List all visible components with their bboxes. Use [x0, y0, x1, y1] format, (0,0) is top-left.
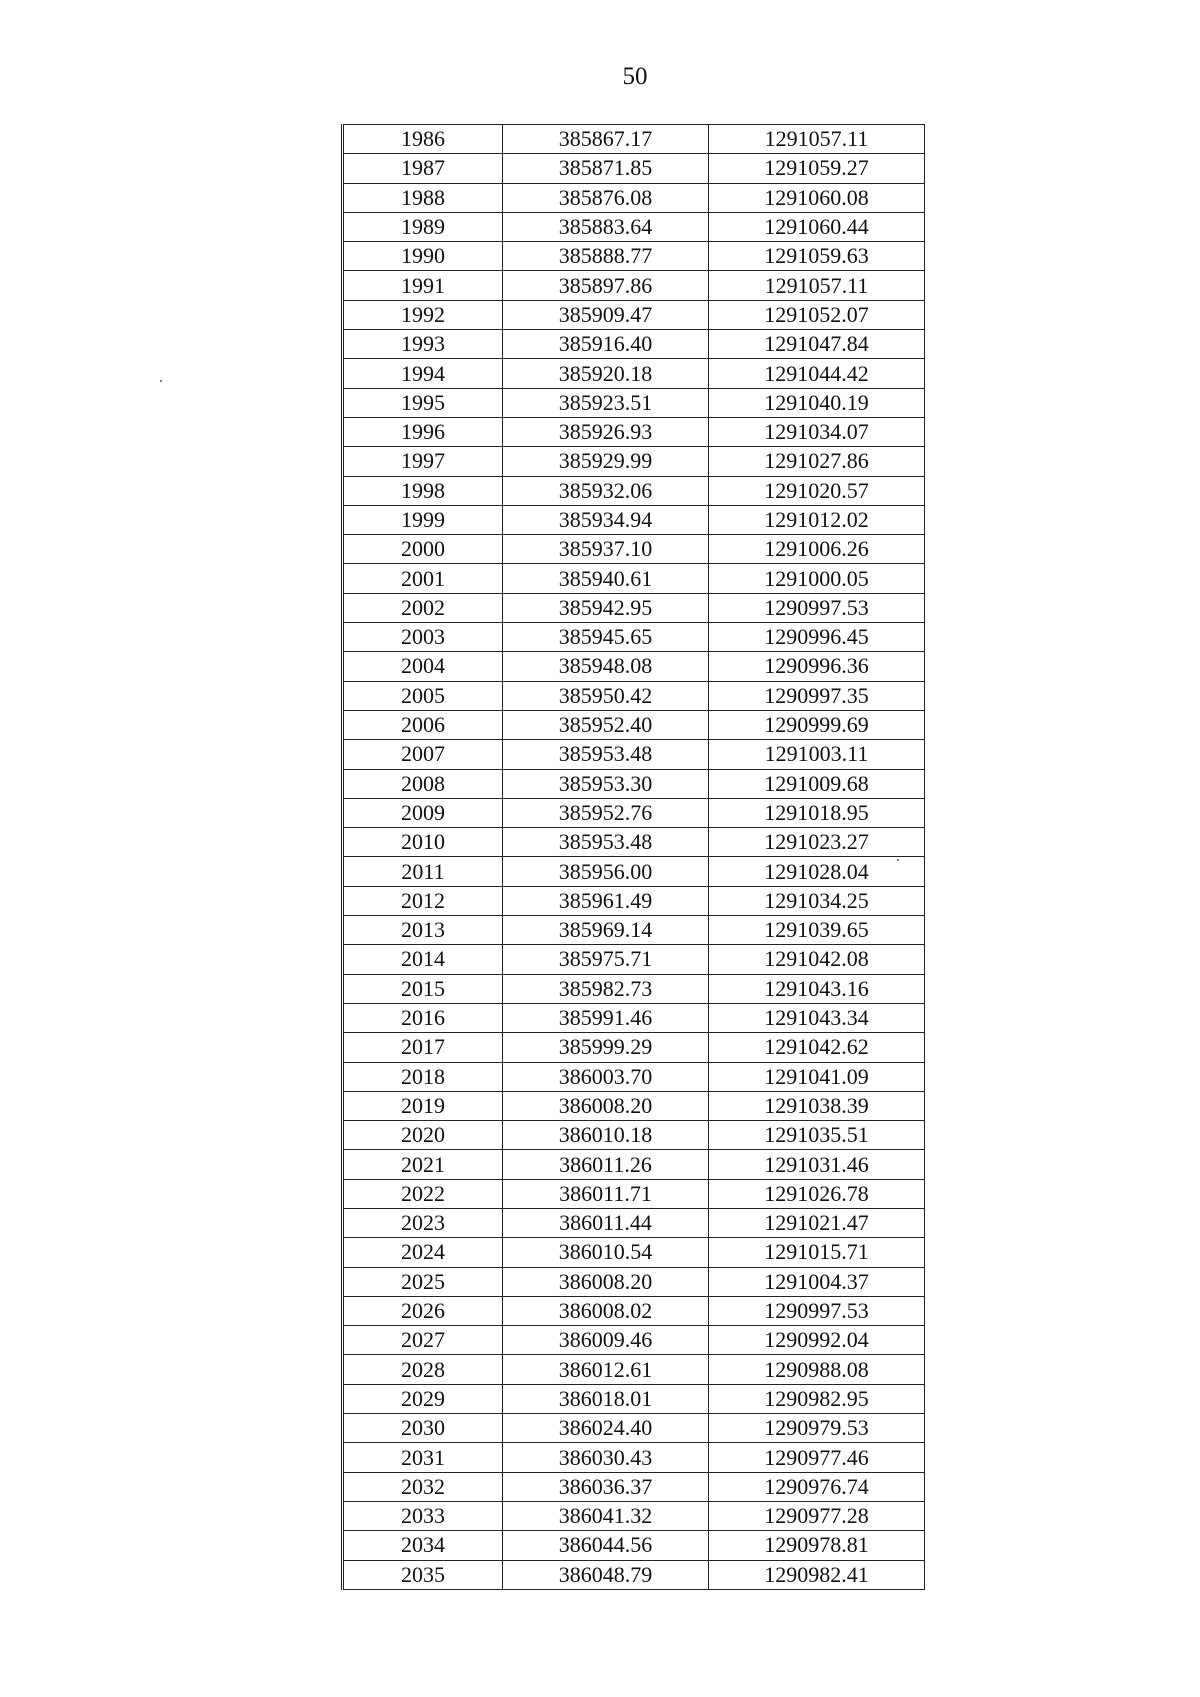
y-coordinate-cell: 1291059.27 — [709, 154, 925, 183]
y-coordinate-cell: 1291021.47 — [709, 1208, 925, 1237]
point-number-cell: 2001 — [343, 564, 503, 593]
point-number-cell: 1986 — [343, 125, 503, 154]
table-row — [343, 1355, 925, 1384]
point-number-cell: 2032 — [343, 1472, 503, 1501]
point-number-cell: 2008 — [343, 769, 503, 798]
x-coordinate-cell: 385942.95 — [503, 593, 709, 622]
table-row — [343, 1414, 925, 1443]
point-number-cell: 2015 — [343, 974, 503, 1003]
table-row — [343, 1326, 925, 1355]
x-coordinate-cell: 385920.18 — [503, 359, 709, 388]
point-number-cell: 2006 — [343, 710, 503, 739]
y-coordinate-cell: 1290979.53 — [709, 1414, 925, 1443]
x-coordinate-cell: 385991.46 — [503, 1003, 709, 1032]
table-row — [343, 886, 925, 915]
table-row — [343, 710, 925, 739]
point-number-cell: 2034 — [343, 1531, 503, 1560]
y-coordinate-cell: 1291052.07 — [709, 300, 925, 329]
x-coordinate-cell: 386011.26 — [503, 1150, 709, 1179]
y-coordinate-cell: 1290997.53 — [709, 593, 925, 622]
y-coordinate-cell: 1291035.51 — [709, 1121, 925, 1150]
y-coordinate-cell: 1290996.45 — [709, 623, 925, 652]
y-coordinate-cell: 1291041.09 — [709, 1062, 925, 1091]
x-coordinate-cell: 385883.64 — [503, 212, 709, 241]
x-coordinate-cell: 386009.46 — [503, 1326, 709, 1355]
y-coordinate-cell: 1291042.62 — [709, 1033, 925, 1062]
table-row — [343, 212, 925, 241]
y-coordinate-cell: 1290996.36 — [709, 652, 925, 681]
point-number-cell: 1995 — [343, 388, 503, 417]
y-coordinate-cell: 1291043.16 — [709, 974, 925, 1003]
y-coordinate-cell: 1291015.71 — [709, 1238, 925, 1267]
table-row — [343, 1472, 925, 1501]
point-number-cell: 2005 — [343, 681, 503, 710]
point-number-cell: 1998 — [343, 476, 503, 505]
y-coordinate-cell: 1290997.35 — [709, 681, 925, 710]
x-coordinate-cell: 386008.20 — [503, 1267, 709, 1296]
point-number-cell: 1990 — [343, 242, 503, 271]
y-coordinate-cell: 1291004.37 — [709, 1267, 925, 1296]
table-row — [343, 1091, 925, 1120]
y-coordinate-cell: 1291042.08 — [709, 945, 925, 974]
y-coordinate-cell: 1291026.78 — [709, 1179, 925, 1208]
point-number-cell: 2021 — [343, 1150, 503, 1179]
y-coordinate-cell: 1291034.07 — [709, 417, 925, 446]
x-coordinate-cell: 385934.94 — [503, 505, 709, 534]
table-row — [343, 1033, 925, 1062]
point-number-cell: 2030 — [343, 1414, 503, 1443]
x-coordinate-cell: 386011.71 — [503, 1179, 709, 1208]
y-coordinate-cell: 1290977.28 — [709, 1501, 925, 1530]
table-row — [343, 1179, 925, 1208]
table-row — [343, 1296, 925, 1325]
x-coordinate-cell: 385969.14 — [503, 916, 709, 945]
y-coordinate-cell: 1291009.68 — [709, 769, 925, 798]
y-coordinate-cell: 1291039.65 — [709, 916, 925, 945]
x-coordinate-cell: 386024.40 — [503, 1414, 709, 1443]
point-number-cell: 2018 — [343, 1062, 503, 1091]
point-number-cell: 2016 — [343, 1003, 503, 1032]
y-coordinate-cell: 1291027.86 — [709, 447, 925, 476]
table-row — [343, 1121, 925, 1150]
table-row — [343, 535, 925, 564]
x-coordinate-cell: 385909.47 — [503, 300, 709, 329]
table-row — [343, 1531, 925, 1560]
x-coordinate-cell: 386003.70 — [503, 1062, 709, 1091]
point-number-cell: 2033 — [343, 1501, 503, 1530]
table-row — [343, 769, 925, 798]
y-coordinate-cell: 1291003.11 — [709, 740, 925, 769]
x-coordinate-cell: 386030.43 — [503, 1443, 709, 1472]
x-coordinate-cell: 385926.93 — [503, 417, 709, 446]
y-coordinate-cell: 1291000.05 — [709, 564, 925, 593]
x-coordinate-cell: 385999.29 — [503, 1033, 709, 1062]
point-number-cell: 2009 — [343, 798, 503, 827]
table-row — [343, 916, 925, 945]
y-coordinate-cell: 1290978.81 — [709, 1531, 925, 1560]
y-coordinate-cell: 1291044.42 — [709, 359, 925, 388]
point-number-cell: 2020 — [343, 1121, 503, 1150]
point-number-cell: 2002 — [343, 593, 503, 622]
x-coordinate-cell: 385937.10 — [503, 535, 709, 564]
table-row — [343, 593, 925, 622]
point-number-cell: 2017 — [343, 1033, 503, 1062]
page-number: 50 — [622, 63, 648, 90]
table-row — [343, 564, 925, 593]
point-number-cell: 2024 — [343, 1238, 503, 1267]
table-row — [343, 1560, 925, 1589]
x-coordinate-cell: 385952.76 — [503, 798, 709, 827]
point-number-cell: 2003 — [343, 623, 503, 652]
table-row — [343, 359, 925, 388]
table-row — [343, 1208, 925, 1237]
table-row — [343, 828, 925, 857]
table-row — [343, 623, 925, 652]
x-coordinate-cell: 386036.37 — [503, 1472, 709, 1501]
table-row — [343, 1501, 925, 1530]
x-coordinate-cell: 385956.00 — [503, 857, 709, 886]
table-row — [343, 154, 925, 183]
point-number-cell: 1991 — [343, 271, 503, 300]
point-number-cell: 2025 — [343, 1267, 503, 1296]
table-row — [343, 447, 925, 476]
point-number-cell: 1987 — [343, 154, 503, 183]
point-number-cell: 2022 — [343, 1179, 503, 1208]
point-number-cell: 2013 — [343, 916, 503, 945]
y-coordinate-cell: 1291034.25 — [709, 886, 925, 915]
point-number-cell: 2031 — [343, 1443, 503, 1472]
point-number-cell: 1996 — [343, 417, 503, 446]
table-row — [343, 1443, 925, 1472]
y-coordinate-cell: 1291059.63 — [709, 242, 925, 271]
point-number-cell: 2028 — [343, 1355, 503, 1384]
table-row — [343, 740, 925, 769]
point-number-cell: 2027 — [343, 1326, 503, 1355]
x-coordinate-cell: 385932.06 — [503, 476, 709, 505]
y-coordinate-cell: 1291023.27 — [709, 828, 925, 857]
table-row — [343, 1384, 925, 1413]
y-coordinate-cell: 1291031.46 — [709, 1150, 925, 1179]
x-coordinate-cell: 385897.86 — [503, 271, 709, 300]
point-number-cell: 1994 — [343, 359, 503, 388]
point-number-cell: 2000 — [343, 535, 503, 564]
table-row — [343, 652, 925, 681]
point-number-cell: 1989 — [343, 212, 503, 241]
y-coordinate-cell: 1290992.04 — [709, 1326, 925, 1355]
table-row — [343, 183, 925, 212]
x-coordinate-cell: 385876.08 — [503, 183, 709, 212]
x-coordinate-cell: 386008.20 — [503, 1091, 709, 1120]
x-coordinate-cell: 386048.79 — [503, 1560, 709, 1589]
point-number-cell: 2023 — [343, 1208, 503, 1237]
point-number-cell: 1988 — [343, 183, 503, 212]
x-coordinate-cell: 385929.99 — [503, 447, 709, 476]
x-coordinate-cell: 385982.73 — [503, 974, 709, 1003]
y-coordinate-cell: 1290977.46 — [709, 1443, 925, 1472]
y-coordinate-cell: 1290982.95 — [709, 1384, 925, 1413]
coordinate-table — [341, 124, 925, 1590]
table-row — [343, 388, 925, 417]
y-coordinate-cell: 1291038.39 — [709, 1091, 925, 1120]
table-row — [343, 125, 925, 154]
table-row — [343, 300, 925, 329]
y-coordinate-cell: 1291060.08 — [709, 183, 925, 212]
point-number-cell: 2014 — [343, 945, 503, 974]
scan-speck — [897, 859, 899, 861]
table-row — [343, 798, 925, 827]
x-coordinate-cell: 386008.02 — [503, 1296, 709, 1325]
point-number-cell: 2026 — [343, 1296, 503, 1325]
point-number-cell: 2029 — [343, 1384, 503, 1413]
point-number-cell: 2019 — [343, 1091, 503, 1120]
x-coordinate-cell: 386011.44 — [503, 1208, 709, 1237]
x-coordinate-cell: 385923.51 — [503, 388, 709, 417]
y-coordinate-cell: 1291006.26 — [709, 535, 925, 564]
x-coordinate-cell: 385945.65 — [503, 623, 709, 652]
x-coordinate-cell: 385888.77 — [503, 242, 709, 271]
table-row — [343, 1003, 925, 1032]
y-coordinate-cell: 1291057.11 — [709, 125, 925, 154]
x-coordinate-cell: 385948.08 — [503, 652, 709, 681]
y-coordinate-cell: 1291040.19 — [709, 388, 925, 417]
x-coordinate-cell: 385953.48 — [503, 740, 709, 769]
y-coordinate-cell: 1291060.44 — [709, 212, 925, 241]
x-coordinate-cell: 385916.40 — [503, 330, 709, 359]
y-coordinate-cell: 1290982.41 — [709, 1560, 925, 1589]
x-coordinate-cell: 385952.40 — [503, 710, 709, 739]
x-coordinate-cell: 386012.61 — [503, 1355, 709, 1384]
x-coordinate-cell: 386010.18 — [503, 1121, 709, 1150]
x-coordinate-cell: 385940.61 — [503, 564, 709, 593]
table-row — [343, 974, 925, 1003]
table-row — [343, 681, 925, 710]
table-row — [343, 417, 925, 446]
x-coordinate-cell: 386041.32 — [503, 1501, 709, 1530]
table-row — [343, 505, 925, 534]
x-coordinate-cell: 386044.56 — [503, 1531, 709, 1560]
y-coordinate-cell: 1291012.02 — [709, 505, 925, 534]
point-number-cell: 2011 — [343, 857, 503, 886]
table-row — [343, 476, 925, 505]
point-number-cell: 1992 — [343, 300, 503, 329]
point-number-cell: 1997 — [343, 447, 503, 476]
scan-speck — [160, 380, 162, 382]
table-row — [343, 1238, 925, 1267]
table-row — [343, 857, 925, 886]
table-row — [343, 271, 925, 300]
point-number-cell: 2035 — [343, 1560, 503, 1589]
table-row — [343, 945, 925, 974]
x-coordinate-cell: 385950.42 — [503, 681, 709, 710]
y-coordinate-cell: 1291047.84 — [709, 330, 925, 359]
y-coordinate-cell: 1290999.69 — [709, 710, 925, 739]
table-row — [343, 1150, 925, 1179]
y-coordinate-cell: 1291043.34 — [709, 1003, 925, 1032]
x-coordinate-cell: 385975.71 — [503, 945, 709, 974]
point-number-cell: 2012 — [343, 886, 503, 915]
point-number-cell: 2007 — [343, 740, 503, 769]
y-coordinate-cell: 1290997.53 — [709, 1296, 925, 1325]
point-number-cell: 1993 — [343, 330, 503, 359]
x-coordinate-cell: 386010.54 — [503, 1238, 709, 1267]
table-row — [343, 242, 925, 271]
table-row — [343, 1062, 925, 1091]
coordinate-table-body — [343, 125, 925, 1590]
x-coordinate-cell: 385871.85 — [503, 154, 709, 183]
y-coordinate-cell: 1290988.08 — [709, 1355, 925, 1384]
y-coordinate-cell: 1291028.04 — [709, 857, 925, 886]
point-number-cell: 2010 — [343, 828, 503, 857]
x-coordinate-cell: 386018.01 — [503, 1384, 709, 1413]
y-coordinate-cell: 1291057.11 — [709, 271, 925, 300]
point-number-cell: 2004 — [343, 652, 503, 681]
y-coordinate-cell: 1290976.74 — [709, 1472, 925, 1501]
table-row — [343, 1267, 925, 1296]
table-row — [343, 330, 925, 359]
y-coordinate-cell: 1291020.57 — [709, 476, 925, 505]
x-coordinate-cell: 385953.30 — [503, 769, 709, 798]
y-coordinate-cell: 1291018.95 — [709, 798, 925, 827]
x-coordinate-cell: 385953.48 — [503, 828, 709, 857]
x-coordinate-cell: 385961.49 — [503, 886, 709, 915]
point-number-cell: 1999 — [343, 505, 503, 534]
x-coordinate-cell: 385867.17 — [503, 125, 709, 154]
